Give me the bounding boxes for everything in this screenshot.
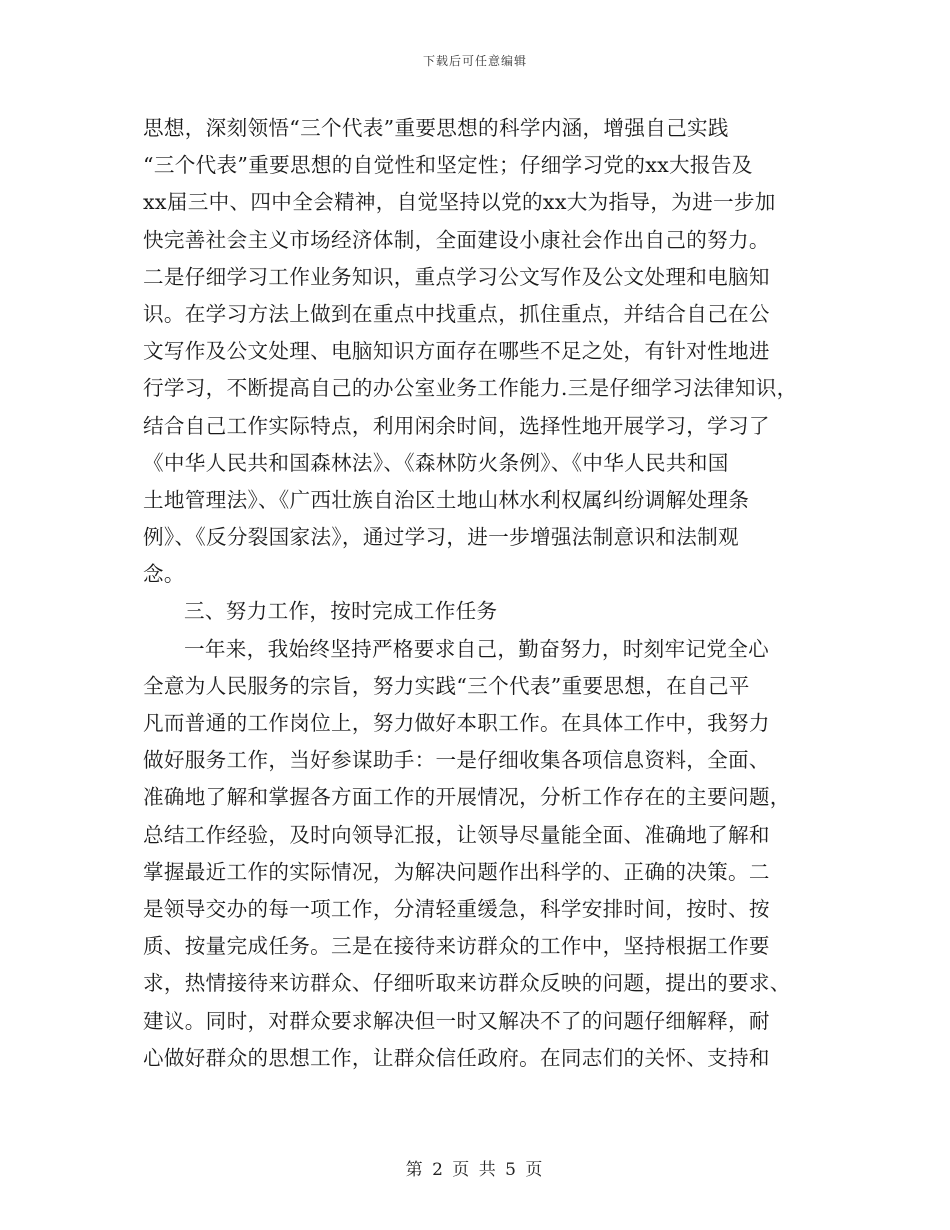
page-number: 第 2 页 共 5 页 — [405, 1160, 545, 1180]
paragraph-first-line: 一年来，我始终坚持严格要求自己，勤奋努力，时刻牢记党全心 — [184, 636, 770, 661]
body-line: 快完善社会主义市场经济体制，全面建设小康社会作出自己的努力。 — [143, 227, 770, 252]
body-line: 行学习，不断提高自己的办公室业务工作能力.三是仔细学习法律知识， — [143, 376, 798, 401]
body-line: 全意为人民服务的宗旨，努力实践“三个代表”重要思想，在自己平 — [143, 673, 750, 698]
body-line: 文写作及公文处理、电脑知识方面存在哪些不足之处，有针对性地进 — [143, 339, 770, 364]
body-line: 准确地了解和掌握各方面工作的开展情况，分析工作存在的主要问题， — [143, 785, 791, 810]
body-line: 念。 — [143, 562, 185, 587]
body-line: xx届三中、四中全会精神，自觉坚持以党的xx大为指导，为进一步加 — [143, 190, 776, 215]
body-line: 建议。同时，对群众要求解决但一时又解决不了的问题仔细解释，耐 — [143, 1008, 770, 1033]
body-line: 求，热情接待来访群众、仔细听取来访群众反映的问题，提出的要求、 — [143, 971, 791, 996]
body-line: 质、按量完成任务。三是在接待来访群众的工作中，坚持根据工作要 — [143, 934, 770, 959]
body-line: 凡而普通的工作岗位上，努力做好本职工作。在具体工作中，我努力 — [143, 711, 770, 735]
document-body — [143, 110, 833, 1077]
body-line: 心做好群众的思想工作，让群众信任政府。在同志们的关怀、支持和 — [143, 1045, 770, 1070]
page-header-note: 下载后可任意编辑 — [422, 54, 527, 68]
body-line: 土地管理法》、《广西壮族自治区土地山林水利权属纠纷调解处理条 — [143, 487, 750, 512]
body-line: 结合自己工作实际特点，利用闲余时间，选择性地开展学习，学习了 — [143, 413, 770, 438]
section-heading: 三、努力工作，按时完成工作任务 — [184, 599, 498, 624]
body-line: 是领导交办的每一项工作，分清轻重缓急，科学安排时间，按时、按 — [143, 896, 770, 921]
body-line: 总结工作经验，及时向领导汇报，让领导尽量能全面、准确地了解和 — [143, 822, 770, 847]
body-line: 二是仔细学习工作业务知识，重点学习公文写作及公文处理和电脑知 — [143, 264, 770, 289]
body-line: 识。在学习方法上做到在重点中找重点，抓住重点，并结合自己在公 — [143, 301, 770, 326]
body-line: 掌握最近工作的实际情况，为解决问题作出科学的、正确的决策。二 — [143, 859, 770, 884]
body-line: “三个代表”重要思想的自觉性和坚定性；仔细学习党的xx大报告及 — [143, 153, 753, 178]
body-line: 《中华人民共和国森林法》、《森林防火条例》、《中华人民共和国 — [143, 450, 729, 475]
body-line: 例》、《反分裂国家法》，通过学习，进一步增强法制意识和法制观 — [143, 525, 739, 550]
body-line: 思想，深刻领悟“三个代表”重要思想的科学内涵，增强自己实践 — [143, 116, 729, 140]
body-line: 做好服务工作，当好参谋助手：一是仔细收集各项信息资料，全面、 — [143, 748, 770, 773]
